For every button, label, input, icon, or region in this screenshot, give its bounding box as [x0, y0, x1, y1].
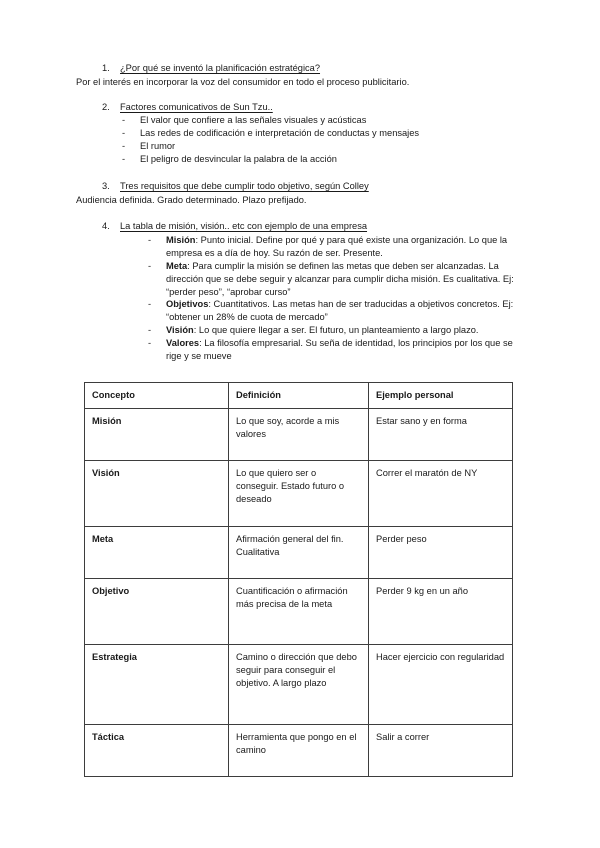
section-3-heading: Tres requisitos que debe cumplir todo objetivo, según Colley	[120, 180, 369, 191]
list-item-label: Las redes de codificación e interpretación de conductas y mensajes	[140, 128, 420, 139]
section-2-number: 2.	[102, 101, 110, 112]
dash-bullet-icon: -	[122, 128, 126, 139]
table-row	[85, 724, 513, 776]
list-item	[122, 114, 522, 127]
dash-bullet-icon: -	[148, 260, 152, 271]
definition-item-vision	[148, 324, 522, 337]
definition-body: : Punto inicial. Define por qué y para qué existe una organización. Lo que la empresa es a día de hoy. Su razón de ser. Presente.	[166, 235, 508, 259]
table-row	[85, 526, 513, 578]
dash-bullet-icon: -	[122, 153, 126, 164]
definitions-list	[148, 234, 522, 362]
spacer	[76, 89, 522, 101]
table-cell-concepto: Misión	[85, 408, 229, 460]
definition-term: Visión	[166, 325, 194, 336]
table-row	[85, 644, 513, 724]
table-row	[85, 578, 513, 644]
definition-body: : Lo que quiere llegar a ser. El futuro, un planteamiento a largo plazo.	[193, 325, 479, 336]
section-4	[76, 220, 522, 362]
table-header-row	[85, 382, 513, 408]
table-cell-concepto: Meta	[85, 526, 229, 578]
table-cell-definicion: Camino o dirección que debo seguir para conseguir el objetivo. A largo plazo	[229, 644, 369, 724]
section-1-number: 1.	[102, 63, 110, 73]
table-cell-definicion: Lo que soy, acorde a mis valores	[229, 408, 369, 460]
definition-term: Valores	[166, 337, 200, 348]
section-3	[76, 180, 522, 207]
definition-text	[166, 337, 522, 363]
list-item	[122, 127, 522, 140]
definition-term: Misión	[166, 235, 196, 246]
list-item	[122, 140, 522, 153]
table-row	[85, 460, 513, 526]
table-cell-definicion: Cuantificación o afirmación más precisa de la meta	[229, 578, 369, 644]
table-cell-definicion: Herramienta que pongo en el camino	[229, 724, 369, 776]
dash-bullet-icon: -	[122, 141, 126, 152]
definition-text	[166, 260, 522, 298]
definition-term: Objetivos	[166, 299, 209, 310]
section-1-heading-row	[102, 62, 522, 75]
definition-text	[166, 234, 522, 260]
definition-item-objetivos	[148, 298, 522, 324]
table-cell-concepto: Visión	[85, 460, 229, 526]
section-4-heading: La tabla de misión, visión.. etc con ejemplo de una empresa	[120, 221, 368, 232]
table-cell-definicion: Afirmación general del fin. Cualitativa	[229, 526, 369, 578]
list-item	[122, 153, 522, 166]
dash-bullet-icon: -	[148, 325, 152, 336]
section-2-heading-row	[102, 101, 522, 114]
list-item-label: El rumor	[140, 141, 176, 152]
table-cell-ejemplo: Estar sano y en forma	[369, 408, 513, 460]
table-cell-ejemplo: Perder 9 kg en un año	[369, 578, 513, 644]
section-3-body: Audiencia definida. Grado determinado. Plazo prefijado.	[76, 194, 307, 205]
table-cell-ejemplo: Perder peso	[369, 526, 513, 578]
table-cell-concepto: Estrategia	[85, 644, 229, 724]
dash-bullet-icon: -	[148, 337, 152, 348]
section-2-bullet-list	[122, 114, 522, 165]
section-1	[76, 62, 522, 89]
definition-item-meta	[148, 260, 522, 298]
section-4-number: 4.	[102, 221, 110, 232]
definition-body: : Para cumplir la misión se definen las metas que deben ser alcanzadas. La dirección que se debe seguir y alcanzar para cumplir dicha misión. Es cualitativa. Ej: “perder peso”, “aprobar curso”	[166, 260, 514, 297]
dash-bullet-icon: -	[122, 115, 126, 126]
table-cell-ejemplo: Hacer ejercicio con regularidad	[369, 644, 513, 724]
section-1-heading: ¿Por qué se inventó la planificación estratégica?	[120, 63, 321, 73]
definition-text	[166, 324, 522, 337]
definition-term: Meta	[166, 260, 188, 271]
dash-bullet-icon: -	[148, 235, 152, 246]
table-header-definicion: Definición	[229, 382, 369, 408]
table-cell-definicion: Lo que quiero ser o conseguir. Estado futuro o deseado	[229, 460, 369, 526]
definition-item-valores	[148, 337, 522, 363]
table-header-ejemplo: Ejemplo personal	[369, 382, 513, 408]
table-cell-concepto: Táctica	[85, 724, 229, 776]
list-item-label: El peligro de desvincular la palabra de la acción	[140, 153, 337, 164]
table-cell-ejemplo: Salir a correr	[369, 724, 513, 776]
definition-body: : La filosofía empresarial. Su seña de identidad, los principios por los que se rige y se mueve	[166, 337, 513, 361]
section-2	[76, 101, 522, 166]
list-item-label: El valor que confiere a las señales visuales y acústicas	[140, 115, 367, 126]
dash-bullet-icon: -	[148, 299, 152, 310]
section-3-heading-row	[102, 180, 522, 193]
table-cell-ejemplo: Correr el maratón de NY	[369, 460, 513, 526]
section-4-heading-row	[102, 220, 522, 233]
definition-text	[166, 298, 522, 324]
table-cell-concepto: Objetivo	[85, 578, 229, 644]
concept-table	[84, 382, 513, 777]
spacer	[76, 206, 522, 220]
spacer	[76, 166, 522, 180]
table-row	[85, 408, 513, 460]
section-2-heading: Factores comunicativos de Sun Tzu..	[120, 101, 273, 112]
section-1-body: Por el interés en incorporar la voz del consumidor en todo el proceso publicitario.	[76, 76, 410, 87]
definition-item-mision	[148, 234, 522, 260]
definition-body: : Cuantitativos. Las metas han de ser traducidas a objetivos concretos. Ej: “obtener un 28% de cuota de mercado”	[166, 299, 514, 323]
table-header-concepto: Concepto	[85, 382, 229, 408]
section-3-number: 3.	[102, 180, 110, 191]
